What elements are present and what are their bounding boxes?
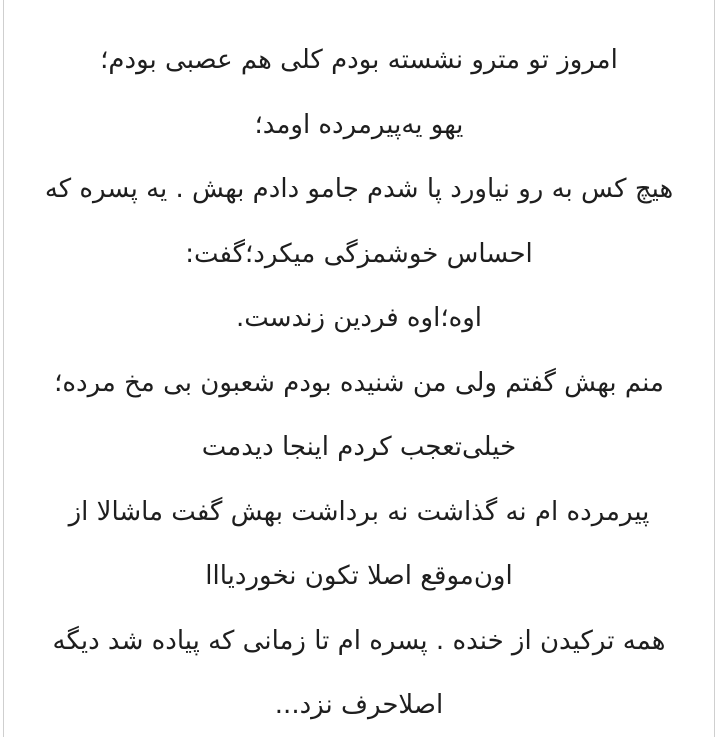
post-line-4: احساس خوشمزگی میکرد؛گفت:: [185, 238, 533, 269]
post-card: [3, 0, 715, 737]
post-line-3: هیچ کس به رو نیاورد پا شدم جامو دادم بهش . یه پسره که: [44, 174, 674, 204]
post-line-10: همه ترکیدن از خنده . پسره ام تا زمانی که پیاده شد دیگه: [52, 625, 666, 656]
post-line-9: اون‌موقع اصلا تکون نخوردیااا: [205, 561, 513, 591]
post-line-11: اصلاحرف نزد...: [274, 690, 444, 720]
post-line-7: خیلی‌تعجب کردم اینجا دیدمت: [201, 432, 517, 462]
post-line-2: یهو یه‌پیرمرده اومد؛: [254, 109, 464, 140]
post-text: [4, 28, 714, 738]
post-line-5: اوه؛اوه فردین زندست.: [236, 303, 482, 333]
post-line-8: پیرمرده ام نه گذاشت نه برداشت بهش گفت ماشالا از: [68, 496, 650, 527]
post-line-1: امروز تو مترو نشسته بودم کلی هم عصبی بودم؛: [100, 45, 618, 75]
post-line-6: منم بهش گفتم ولی من شنیده بودم شعبون بی مخ مرده؛: [54, 367, 664, 398]
